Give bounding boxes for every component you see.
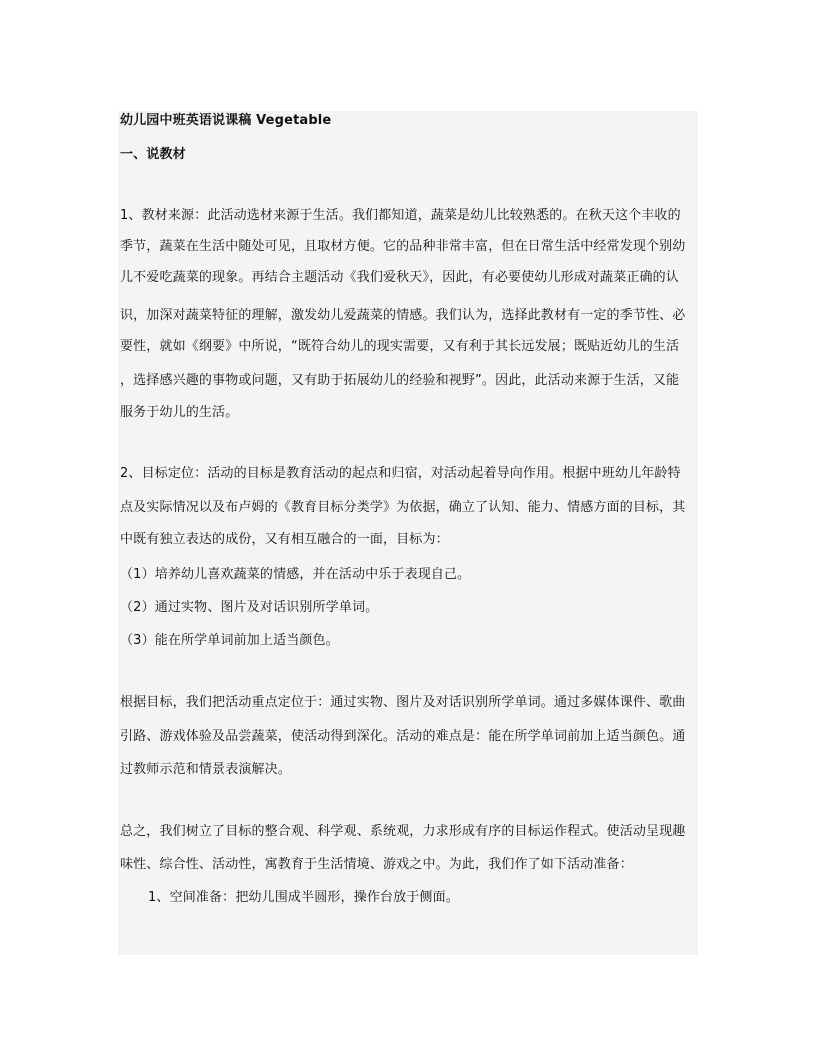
paragraph-line: 要性，就如《纲要》中所说，“既符合幼儿的现实需要，又有利于其长远发展；既贴近幼儿的生活 bbox=[120, 339, 680, 354]
goal-item: （2）通过实物、图片及对话识别所学单词。 bbox=[120, 600, 379, 615]
paragraph-line: 服务于幼儿的生活。 bbox=[120, 405, 239, 420]
paragraph-line: 季节，蔬菜在生活中随处可见，且取材方便。它的品种非常丰富，但在日常生活中经常发现个别幼 bbox=[120, 239, 686, 254]
paragraph-line: 点及实际情况以及布卢姆的《教育目标分类学》为依据，确立了认知、能力、情感方面的目标，其 bbox=[120, 500, 686, 515]
paragraph-line: 1、教材来源：此活动选材来源于生活。我们都知道，蔬菜是幼儿比较熟悉的。在秋天这个丰收的 bbox=[120, 208, 681, 223]
paragraph-line: 儿不爱吃蔬菜的现象。再结合主题活动《我们爱秋天》，因此，有必要使幼儿形成对蔬菜正确的认 bbox=[120, 270, 679, 285]
prep-item: 1、空间准备：把幼儿围成半圆形，操作台放于侧面。 bbox=[148, 890, 459, 905]
paragraph-line: ，选择感兴趣的事物或问题，又有助于拓展幼儿的经验和视野”。因此，此活动来源于生活，又能 bbox=[120, 373, 680, 388]
paragraph-line: 过教师示范和情景表演解决。 bbox=[120, 762, 291, 777]
paragraph-line: 根据目标，我们把活动重点定位于：通过实物、图片及对话识别所学单词。通过多媒体课件、歌曲 bbox=[120, 695, 686, 710]
paragraph-line: 2、目标定位：活动的目标是教育活动的起点和归宿，对活动起着导向作用。根据中班幼儿年龄特 bbox=[120, 466, 681, 481]
paragraph-line: 中既有独立表达的成份，又有相互融合的一面，目标为： bbox=[120, 532, 449, 547]
paragraph-line: 识，加深对蔬菜特征的理解，激发幼儿爱蔬菜的情感。我们认为，选择此教材有一定的季节性、必 bbox=[120, 308, 686, 323]
paragraph-line: 引路、游戏体验及品尝蔬菜，使活动得到深化。活动的难点是：能在所学单词前加上适当颜色。通 bbox=[120, 729, 686, 744]
document-title: 幼儿园中班英语说课稿 Vegetable bbox=[120, 113, 332, 128]
paragraph-line: 味性、综合性、活动性，寓教育于生活情境、游戏之中。为此，我们作了如下活动准备： bbox=[120, 857, 633, 872]
paragraph-line: 总之，我们树立了目标的整合观、科学观、系统观，力求形成有序的目标运作程式。使活动呈现趣 bbox=[120, 824, 686, 839]
goal-item: （3）能在所学单词前加上适当颜色。 bbox=[120, 633, 339, 648]
goal-item: （1）培养幼儿喜欢蔬菜的情感，并在活动中乐于表现自己。 bbox=[120, 567, 471, 582]
section-heading: 一、说教材 bbox=[120, 147, 186, 162]
